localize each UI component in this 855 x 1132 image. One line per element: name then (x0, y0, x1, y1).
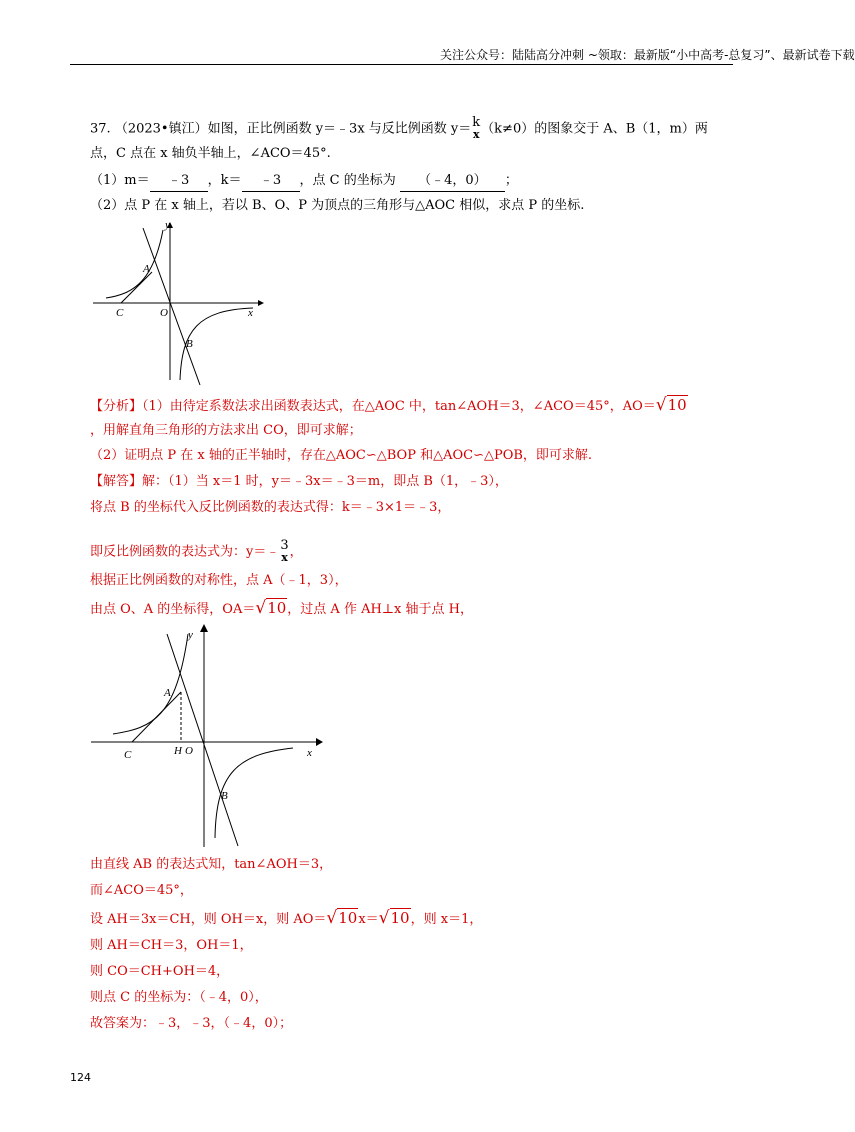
solution-text-5a: 由点 O、A 的坐标得，OA＝ (90, 602, 256, 617)
line-ca (132, 692, 181, 742)
solution-fraction (280, 540, 288, 564)
hyperbola-branch-upper (106, 230, 163, 298)
answer-k: ﹣3 (242, 171, 300, 192)
figure-1 (88, 220, 268, 385)
hyperbola-branch-upper (113, 634, 188, 734)
sqrt-icon: √ (326, 908, 338, 928)
label-x: x (307, 747, 312, 759)
solution-text-5b: ，过点 A 作 AH⊥x 轴于点 H， (287, 602, 473, 617)
analysis-text-1: （1）由待定系数法求出函数表达式，在△AOC 中，tan∠AOH＝3，∠ACO＝45°，AO＝ (142, 399, 656, 414)
solution-line-4: 根据正比例函数的对称性，点 A（﹣1，3）， (90, 573, 348, 588)
solution-line-12: 故答案为：﹣3，﹣3，（﹣4，0）； (90, 1016, 293, 1031)
solution-line-1 (90, 472, 508, 492)
x-axis-arrow (258, 300, 264, 306)
label-y: y (165, 219, 170, 231)
problem-fraction (472, 117, 480, 141)
sqrt-icon: √ (655, 395, 667, 415)
fraction-denominator: x (472, 128, 480, 141)
solution-line-10: 则 CO＝CH+OH＝4， (90, 964, 230, 979)
solution-text-8x: x＝ (358, 912, 379, 927)
problem-line-2: 点，C 点在 x 轴负半轴上，∠ACO＝45°. (90, 146, 331, 161)
label-c: C (116, 307, 124, 319)
label-o: O (160, 307, 168, 319)
label-o: O (185, 745, 193, 757)
solution-text-3b: ， (289, 544, 303, 560)
answer-m: ﹣3 (150, 171, 208, 192)
solution-text-8b: ，则 x＝1， (410, 912, 483, 927)
part1-k-label: ，k＝ (207, 173, 242, 188)
page-number: 124 (70, 1071, 91, 1084)
x-axis-arrow (316, 738, 323, 746)
label-b: B (221, 790, 228, 802)
label-y: y (188, 629, 193, 641)
problem-part-2: （2）点 P 在 x 轴上，若以 B、O、P 为顶点的三角形与△AOC 相似，求点 P 的坐标. (90, 198, 585, 213)
solution-text-8a: 设 AH＝3x＝CH，则 OH＝x，则 AO＝ (90, 912, 327, 927)
fraction-numerator: 3 (280, 538, 289, 553)
solution-text-1: 解：（1）当 x＝1 时，y＝﹣3x＝﹣3＝m，即点 B（1，﹣3）， (142, 474, 508, 489)
label-h: H (174, 745, 182, 757)
solution-line-11: 则点 C 的坐标为：（﹣4，0）， (90, 990, 268, 1005)
solution-line-5 (90, 598, 473, 620)
solution-line-7: 而∠ACO＝45°， (90, 883, 193, 898)
solution-text-3a: 即反比例函数的表达式为：y＝﹣ (90, 544, 280, 560)
page-header: 关注公众号：陆陆高分冲刺 ~领取：最新版“小中高考-总复习”、最新试卷下载 (440, 48, 855, 62)
problem-number: 37. (90, 121, 111, 137)
line-y-neg3x (143, 228, 200, 385)
header-rule (70, 64, 733, 65)
analysis-line-1 (90, 395, 688, 417)
label-b: B (186, 338, 193, 350)
analysis-line-2: ，用解直角三角形的方法求出 CO，即可求解； (90, 423, 362, 438)
sqrt-icon: √ (255, 598, 267, 618)
solution-tag: 【解答】 (90, 474, 143, 489)
radicand: 10 (267, 599, 287, 617)
analysis-tag: 【分析】 (90, 399, 143, 414)
problem-part-1 (90, 171, 518, 192)
part1-end: ； (504, 173, 518, 188)
label-c: C (124, 749, 132, 761)
problem-source: （2023•镇江）如图，正比例函数 y＝﹣3x 与反比例函数 y＝ (114, 121, 472, 137)
fraction-numerator: k (472, 115, 481, 130)
problem-line-1 (90, 117, 708, 141)
label-a: A (164, 687, 171, 699)
radicand: 10 (338, 909, 358, 927)
answer-c: （﹣4，0） (400, 171, 505, 192)
analysis-line-3: （2）证明点 P 在 x 轴的正半轴时，存在△AOC∽△BOP 和△AOC∽△POB，即可求解. (90, 448, 593, 463)
solution-line-3 (90, 540, 303, 564)
part1-c-label: ，点 C 的坐标为 (299, 173, 396, 188)
line-y-neg3x (167, 634, 238, 846)
solution-line-6: 由直线 AB 的表达式知，tan∠AOH＝3， (90, 857, 333, 872)
y-axis-arrow (200, 624, 208, 632)
fraction-denominator: x (281, 551, 288, 564)
figure-2 (88, 622, 328, 850)
label-a: A (143, 263, 150, 275)
radicand: 10 (667, 396, 687, 414)
label-x: x (248, 307, 253, 319)
sqrt-icon: √ (378, 908, 390, 928)
solution-line-2: 将点 B 的坐标代入反比例函数的表达式得：k＝﹣3×1＝﹣3， (90, 500, 451, 515)
solution-line-9: 则 AH＝CH＝3，OH＝1， (90, 938, 253, 953)
problem-tail: （k≠0）的图象交于 A、B（1，m）两 (481, 121, 708, 137)
radicand: 10 (390, 909, 410, 927)
solution-line-8 (90, 908, 482, 930)
part1-m-label: （1）m＝ (90, 173, 150, 188)
line-ca (121, 272, 152, 303)
